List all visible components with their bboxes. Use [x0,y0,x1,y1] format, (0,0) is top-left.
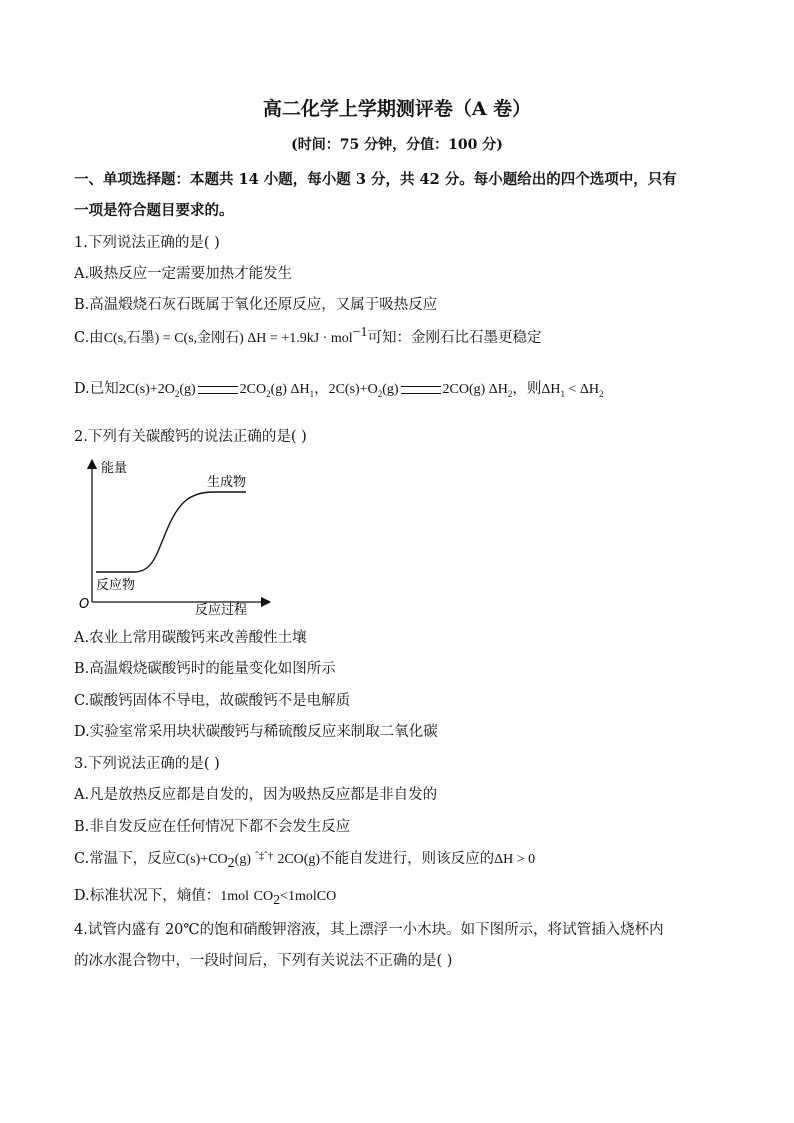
q1-option-d [74,377,604,399]
q1-d-f1d: (g) ΔH [270,382,310,397]
q3-option-d [74,884,336,909]
q1-d-sub-d: 2 [377,388,383,399]
q1-c-prefix: C.由 [74,329,104,346]
q2-option-c: C.碳酸钙固体不导电，故碳酸钙不是电解质 [74,693,351,709]
q4-stem-line1: 4.试管内盛有 20℃的饱和硝酸钾溶液，其上漂浮一小木块。如下图所示，将试管插入烧杯内 [74,922,664,938]
q3-c-f1: C(s)+CO [176,852,228,867]
product-label: 生成物 [207,475,247,490]
equals-sign-icon [401,386,441,394]
q2-option-a: A.农业上常用碳酸钙来改善酸性土壤 [74,630,307,646]
reactant-label: 反应物 [96,578,136,593]
q1-option-a: A.吸热反应一定需要加热才能发生 [74,266,293,282]
q1-d-sub-e: 2 [507,388,513,399]
q1-d-f2a: 2C(s)+O [328,382,378,397]
q1-option-c [74,325,542,347]
q3-d-sub: 2 [273,892,281,908]
y-axis-label: 能量 [101,461,128,476]
q1-d-f3a: ΔH [541,382,561,397]
q3-d-f3: <1molCO [280,889,337,904]
q3-d-prefix: D.标准状况下，熵值： [74,888,221,904]
q1-c-formula: C(s,石墨) = C(s,金刚石) ΔH = +1.9kJ · mol [103,330,353,346]
q1-d-f1c: 2CO [239,382,267,397]
q1-d-comma: ， [314,381,329,397]
q1-d-f2b: (g) [382,382,399,397]
q3-d-f1: 1mol [220,889,249,904]
q3-c-f4: ΔH > 0 [494,852,536,867]
q2-option-d: D.实验室常采用块状碳酸钙与稀硫酸反应来制取二氧化碳 [74,724,438,740]
q3-c-sub: 2 [227,855,235,871]
q1-option-b: B.高温煅烧石灰石既属于氧化还原反应，又属于吸热反应 [74,297,438,313]
q1-stem: 1.下列说法正确的是( ) [74,235,220,251]
origin-label: O [79,597,90,612]
q3-option-b: B.非自发反应在任何情况下都不会发生反应 [74,819,351,835]
q1-d-f1a: 2C(s)+2O [118,382,175,397]
page-title: 高二化学上学期测评卷（A 卷） [262,98,532,120]
q1-d-f2c: 2CO(g) ΔH [442,382,508,397]
q2-stem: 2.下列有关碳酸钙的说法正确的是( ) [74,429,307,445]
q1-d-f1b: (g) [179,382,196,397]
equals-sign-icon [198,386,238,394]
q1-d-sub-b: 2 [266,388,271,399]
q1-d-f3b: < ΔH [565,382,600,397]
q1-c-formula-sup: −1 [352,325,368,340]
q1-d-sub-a: 2 [174,388,180,399]
energy-diagram [74,456,274,618]
q2-option-b: B.高温煅烧碳酸钙时的能量变化如图所示 [74,661,336,677]
q1-d-sub-g: 2 [599,388,604,399]
reversible-arrow-icon: ˆ‡ˆ† [254,850,274,862]
q4-stem-line2: 的冰水混合物中，一段时间后，下列有关说法不正确的是( ) [74,953,453,969]
q1-d-sub-c: 1 [309,388,315,399]
q3-c-prefix: C.常温下，反应 [74,851,177,867]
q1-c-suffix: 可知：金刚石比石墨更稳定 [367,329,542,346]
section-heading-line1: 一、单项选择题：本题共 14 小题，每小题 3 分，共 42 分。每小题给出的四个选项中，只有 [74,171,677,188]
q3-stem: 3.下列说法正确的是( ) [74,756,220,772]
energy-curve [96,492,246,572]
q1-d-then: ，则 [512,381,542,397]
q3-option-a: A.凡是放热反应都是自发的，因为吸热反应都是非自发的 [74,787,438,803]
q3-c-mid: 不能自发进行，则该反应的 [320,851,495,867]
section-heading-line2: 一项是符合题目要求的。 [74,202,234,219]
q3-option-c [74,847,535,872]
q1-d-prefix: D.已知 [74,381,119,397]
q3-c-f3: 2CO(g) [277,852,321,867]
exam-info: (时间：75 分钟，分值：100 分) [291,137,503,153]
x-axis-label: 反应过程 [195,603,248,618]
q1-d-sub-f: 1 [560,388,566,399]
q3-c-f2: (g) [234,852,251,867]
q3-d-f2: CO [253,889,274,904]
